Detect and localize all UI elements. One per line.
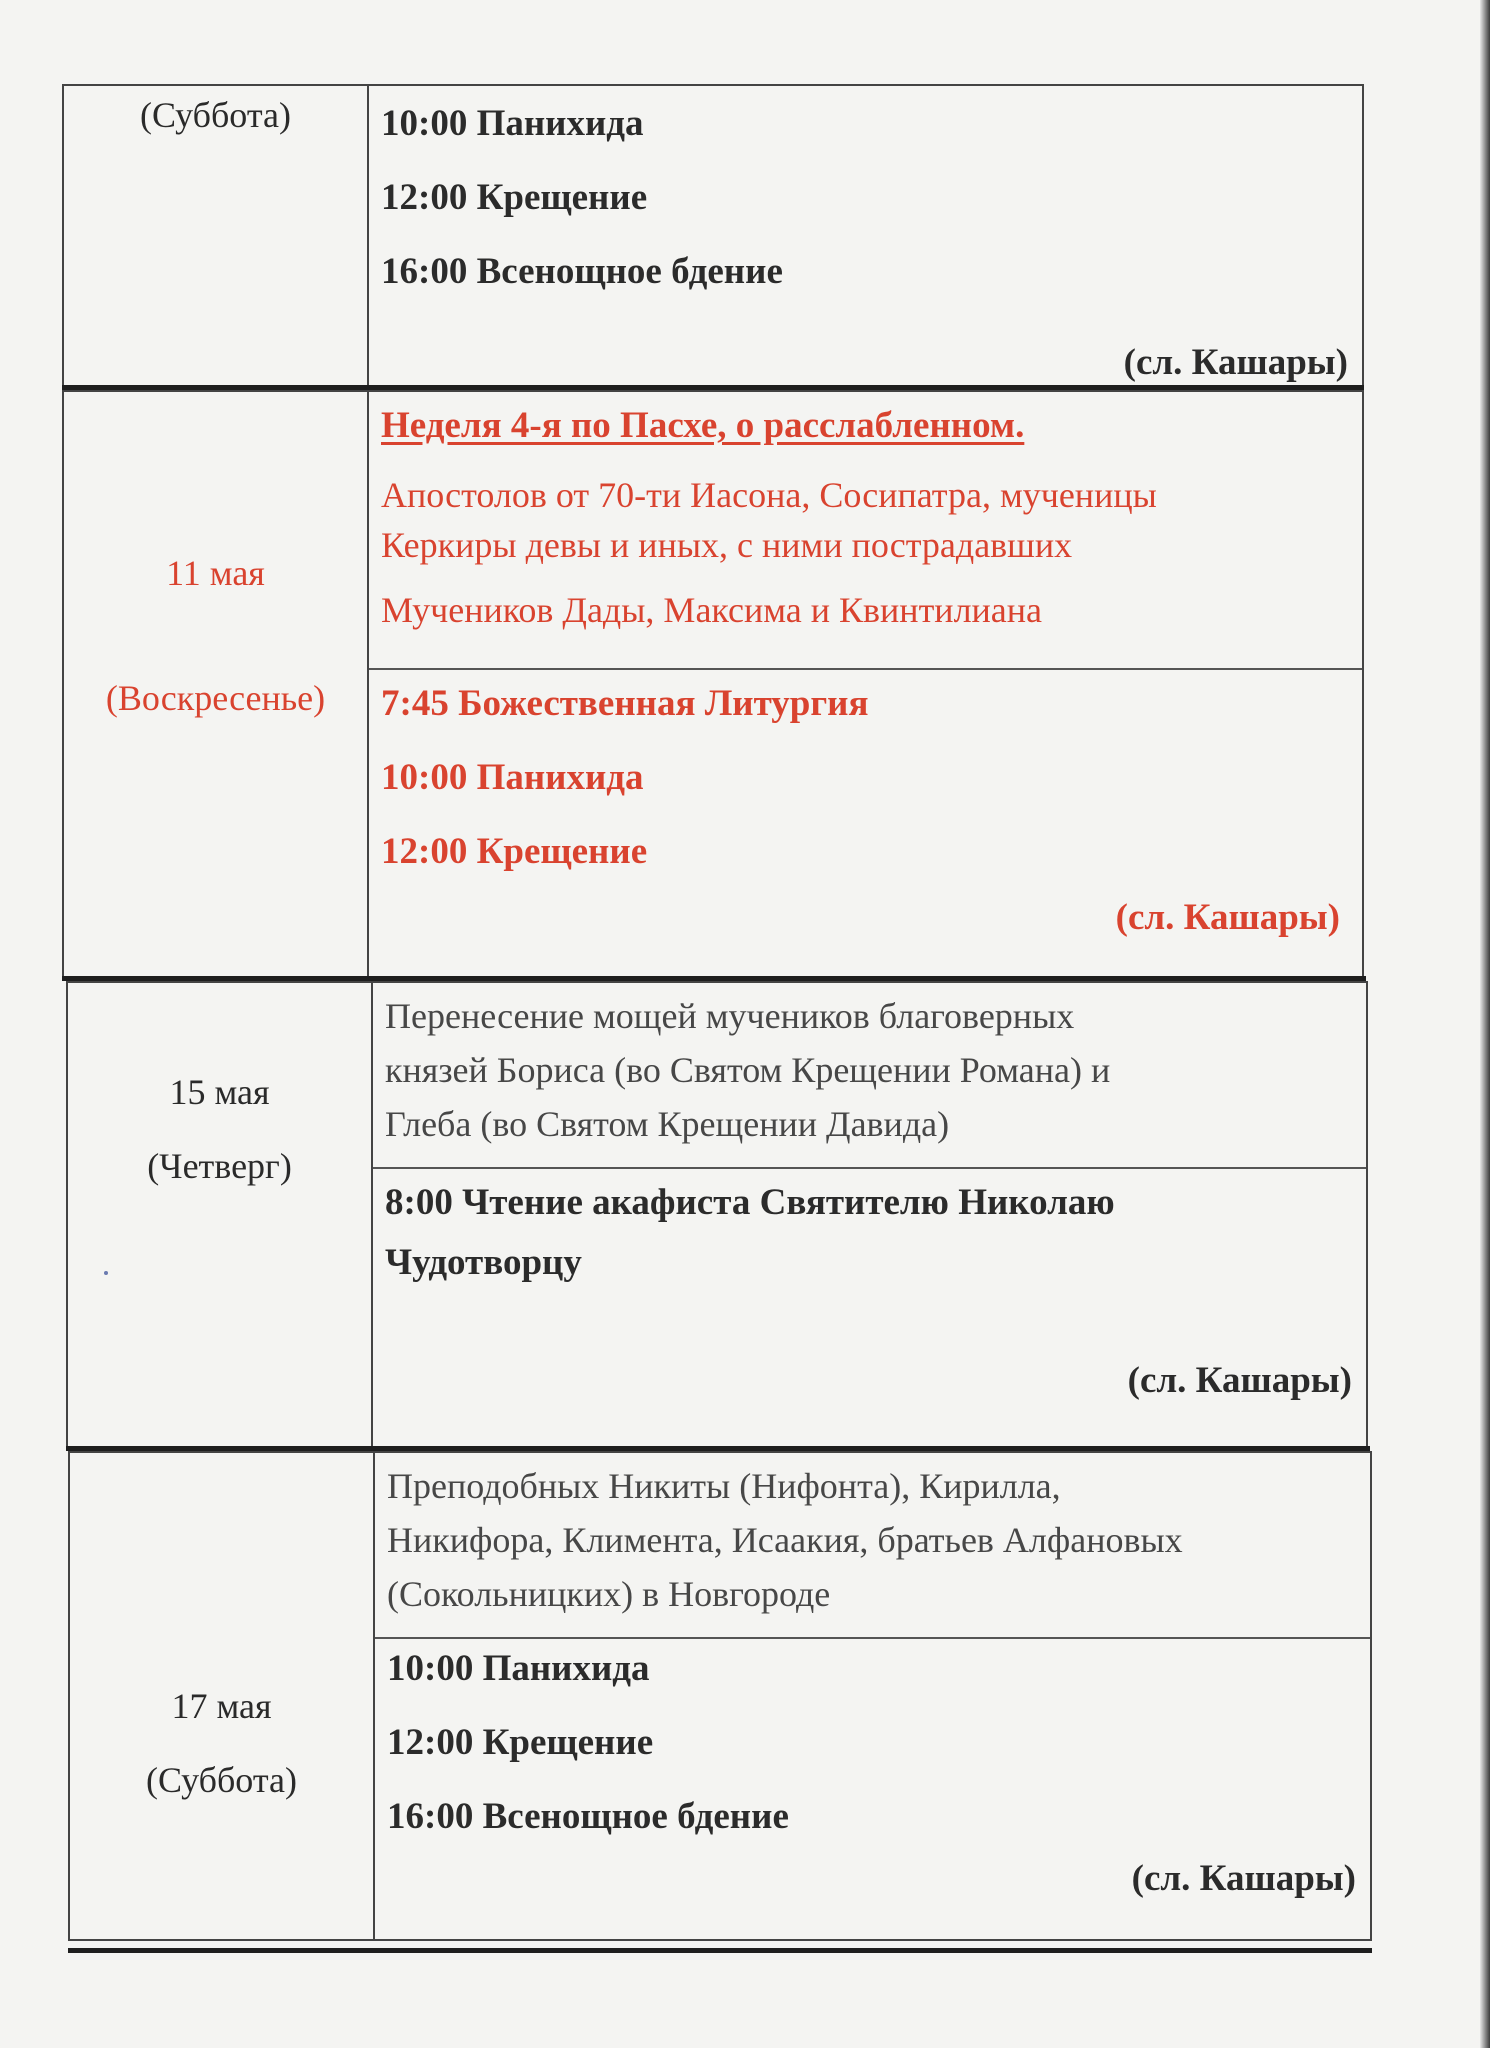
events-cell bbox=[369, 670, 1362, 980]
service-item: 10:00 Панихида bbox=[381, 103, 644, 144]
schedule-row-saturday-continued bbox=[62, 84, 1364, 389]
saints-line: Преподобных Никиты (Нифонта), Кирилла, bbox=[387, 1466, 1061, 1506]
weekday-label: (Четверг) bbox=[147, 1146, 292, 1186]
saints-line: князей Бориса (во Святом Крещении Романа) и bbox=[385, 1050, 1111, 1090]
service-item: 10:00 Панихида bbox=[387, 1648, 650, 1689]
weekday-label: (Суббота) bbox=[140, 95, 291, 135]
service-item: 8:00 Чтение акафиста Святителю Николаю bbox=[385, 1182, 1115, 1223]
events-cell bbox=[375, 1639, 1370, 1941]
date-cell bbox=[64, 392, 369, 978]
location-label: (сл. Кашары) bbox=[1127, 1360, 1352, 1401]
ink-speck bbox=[104, 1271, 108, 1275]
service-item: 16:00 Всенощное бдение bbox=[387, 1796, 789, 1837]
saints-line: Глеба (во Святом Крещении Давида) bbox=[385, 1104, 950, 1144]
weekday-label: (Суббота) bbox=[146, 1760, 297, 1800]
scan-edge-shadow bbox=[1480, 0, 1490, 2048]
date-label: 17 мая bbox=[171, 1686, 272, 1726]
service-item: 12:00 Крещение bbox=[381, 831, 648, 872]
events-cell bbox=[369, 86, 1362, 389]
service-item: 12:00 Крещение bbox=[387, 1722, 654, 1763]
saints-line: Перенесение мощей мучеников благоверных bbox=[385, 996, 1075, 1036]
feast-cell bbox=[369, 392, 1362, 670]
saints-line: Керкиры девы и иных, с ними пострадавших bbox=[381, 525, 1073, 565]
date-label: 15 мая bbox=[169, 1072, 270, 1112]
location-label: (сл. Кашары) bbox=[1123, 342, 1348, 383]
date-cell bbox=[70, 1453, 375, 1939]
row-separator bbox=[68, 1948, 1372, 1953]
weekday-label: (Воскресенье) bbox=[105, 678, 326, 718]
service-item: 12:00 Крещение bbox=[381, 177, 648, 218]
schedule-row-15-may bbox=[66, 981, 1368, 1451]
date-label: 11 мая bbox=[166, 553, 265, 593]
saints-line: Мучеников Дады, Максима и Квинтилиана bbox=[381, 590, 1043, 630]
saints-line: Никифора, Климента, Исаакия, братьев Алфановых bbox=[387, 1520, 1183, 1560]
date-cell bbox=[68, 983, 373, 1449]
saints-cell bbox=[373, 983, 1366, 1169]
feast-title: Неделя 4-я по Пасхе, о расслабленном. bbox=[381, 405, 1025, 446]
schedule-row-11-may bbox=[62, 390, 1364, 980]
location-label: (сл. Кашары) bbox=[1115, 897, 1340, 938]
events-cell bbox=[373, 1169, 1366, 1451]
date-cell bbox=[64, 86, 369, 387]
service-item: 16:00 Всенощное бдение bbox=[381, 251, 783, 292]
service-item: 10:00 Панихида bbox=[381, 757, 644, 798]
saints-line: (Сокольницких) в Новгороде bbox=[387, 1574, 831, 1614]
saints-line: Апостолов от 70-ти Иасона, Сосипатра, мученицы bbox=[381, 475, 1157, 515]
service-item: 7:45 Божественная Литургия bbox=[381, 683, 869, 724]
service-item: Чудотворцу bbox=[385, 1242, 582, 1283]
schedule-row-17-may bbox=[68, 1451, 1372, 1941]
saints-cell bbox=[375, 1453, 1370, 1639]
location-label: (сл. Кашары) bbox=[1131, 1858, 1356, 1899]
